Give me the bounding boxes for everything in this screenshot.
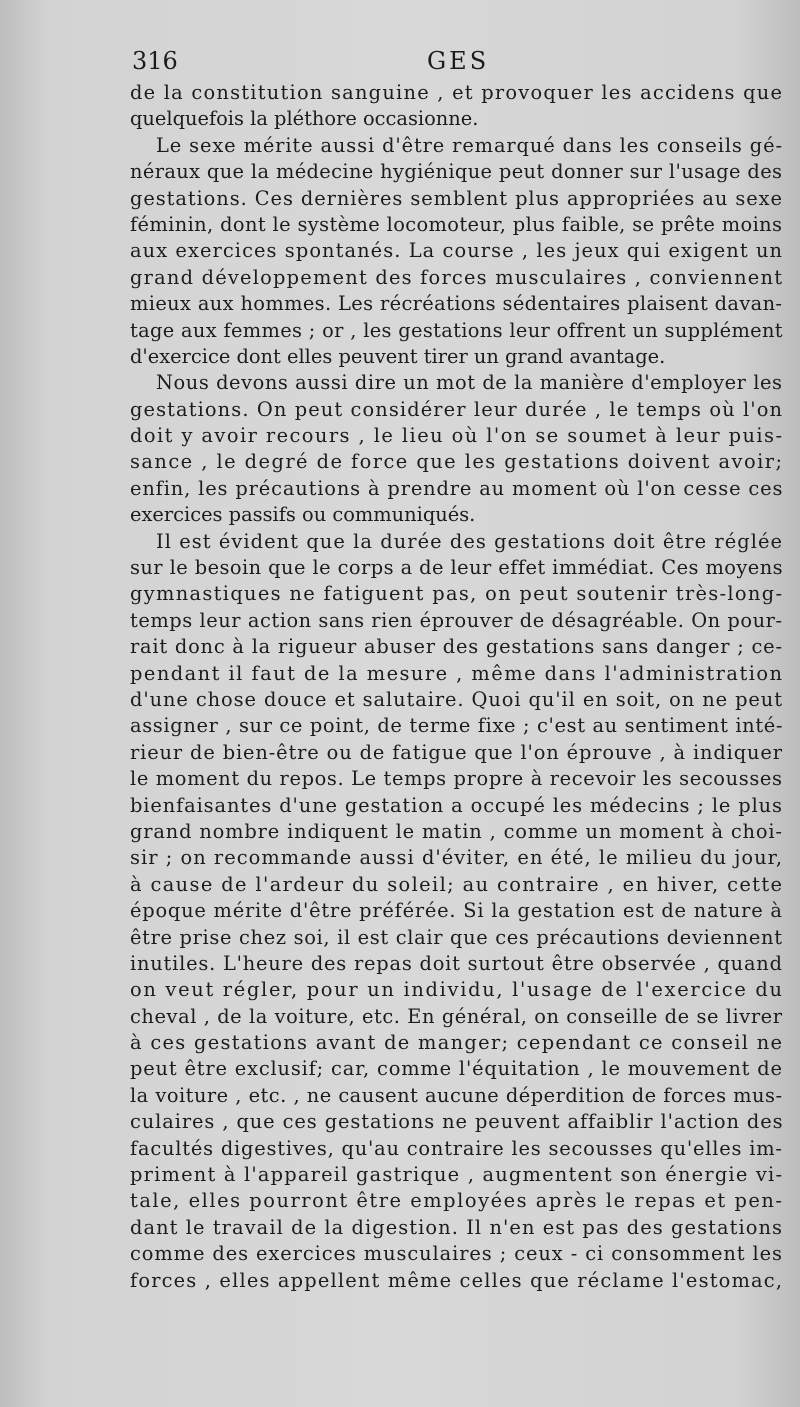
text-line: assigner , sur ce point, de terme fixe ; c'est au sentiment inté- bbox=[130, 714, 784, 738]
text-line: cheval , de la voiture, etc. En général, on conseille de se livrer bbox=[130, 1004, 783, 1028]
text-line: de la constitution sanguine , et provoquer les accidens que bbox=[130, 81, 784, 104]
text-line: mieux aux hommes. Les récréations sédentaires plaisent davan- bbox=[130, 292, 783, 316]
text-line: époque mérite d'être préférée. Si la gestation est de nature à bbox=[130, 899, 783, 923]
text-line: culaires , que ces gestations ne peuvent affaiblir l'action des bbox=[130, 1110, 784, 1134]
body-text bbox=[130, 80, 782, 1294]
text-line: peut être exclusif; car, comme l'équitation , le mouvement de bbox=[130, 1057, 783, 1081]
text-line: Il est évident que la durée des gestations doit être réglée bbox=[156, 529, 784, 553]
text-line: être prise chez soi, il est clair que ces précautions deviennent bbox=[130, 925, 783, 949]
text-line: à ces gestations avant de manger; cependant ce conseil ne bbox=[130, 1031, 784, 1055]
text-line: tage aux femmes ; or , les gestations leur offrent un supplément bbox=[130, 318, 783, 342]
text-line: grand développement des forces musculaires , conviennent bbox=[130, 265, 784, 289]
running-head: GES bbox=[427, 47, 490, 75]
text-line: à cause de l'ardeur du soleil; au contraire , en hiver, cette bbox=[130, 872, 784, 896]
text-line: temps leur action sans rien éprouver de désagréable. On pour- bbox=[130, 608, 783, 632]
text-line: pendant il faut de la mesure , même dans l'administration bbox=[130, 661, 784, 685]
text-line: dant le travail de la digestion. Il n'en est pas des gestations bbox=[130, 1215, 784, 1239]
text-line: la voiture , etc. , ne causent aucune déperdition de forces mus- bbox=[130, 1083, 783, 1107]
text-line: rait donc à la rigueur abuser des gestations sans danger ; ce- bbox=[130, 635, 783, 659]
text-line: néraux que la médecine hygiénique peut donner sur l'usage des bbox=[130, 160, 783, 184]
text-line: inutiles. L'heure des repas doit surtout être observée , quand bbox=[130, 951, 783, 975]
text-line: Nous devons aussi dire un mot de la manière d'employer les bbox=[156, 371, 783, 395]
text-line: on veut régler, pour un individu, l'usage de l'exercice du bbox=[130, 978, 784, 1002]
text-line: gymnastiques ne fatiguent pas, on peut soutenir très-long- bbox=[130, 582, 784, 606]
text-line: le moment du repos. Le temps propre à recevoir les secousses bbox=[130, 767, 783, 791]
text-line: facultés digestives, qu'au contraire les secousses qu'elles im- bbox=[130, 1136, 783, 1160]
text-line: tale, elles pourront être employées après le repas et pen- bbox=[130, 1189, 784, 1213]
text-line: comme des exercices musculaires ; ceux - ci consomment les bbox=[130, 1242, 783, 1266]
text-line: priment à l'appareil gastrique , augmentent son énergie vi- bbox=[130, 1163, 784, 1187]
text-line: enfin, les précautions à prendre au moment où l'on cesse ces bbox=[130, 476, 784, 500]
text-line: rieur de bien-être ou de fatigue que l'on éprouve , à indiquer bbox=[130, 740, 783, 764]
text-line: gestations. On peut considérer leur durée , le temps où l'on bbox=[130, 397, 784, 421]
text-line: sir ; on recommande aussi d'éviter, en été, le milieu du jour, bbox=[130, 846, 784, 870]
text-line: d'une chose douce et salutaire. Quoi qu'il en soit, on ne peut bbox=[130, 687, 783, 711]
text-line: bienfaisantes d'une gestation a occupé les médecins ; le plus bbox=[130, 793, 783, 817]
page-header bbox=[132, 46, 782, 76]
text-line: forces , elles appellent même celles que réclame l'estomac, bbox=[130, 1268, 784, 1292]
text-line: sance , le degré de force que les gestations doivent avoir; bbox=[130, 450, 784, 474]
text-line: aux exercices spontanés. La course , les jeux qui exigent un bbox=[130, 239, 784, 263]
page-number: 316 bbox=[132, 47, 178, 75]
text-line: d'exercice dont elles peuvent tirer un grand avantage. bbox=[130, 344, 666, 368]
text-line: grand nombre indiquent le matin , comme un moment à choi- bbox=[130, 819, 783, 843]
text-line: féminin, dont le système locomoteur, plus faible, se prête moins bbox=[130, 212, 783, 236]
text-line: exercices passifs ou communiqués. bbox=[130, 503, 476, 527]
text-line: gestations. Ces dernières semblent plus appropriées au sexe bbox=[130, 186, 783, 210]
text-line: Le sexe mérite aussi d'être remarqué dans les conseils gé- bbox=[156, 133, 783, 157]
text-line: doit y avoir recours , le lieu où l'on se soumet à leur puis- bbox=[130, 424, 784, 448]
text-line: sur le besoin que le corps a de leur effet immédiat. Ces moyens bbox=[130, 556, 784, 580]
text-line: quelquefois la pléthore occasionne. bbox=[130, 107, 479, 131]
